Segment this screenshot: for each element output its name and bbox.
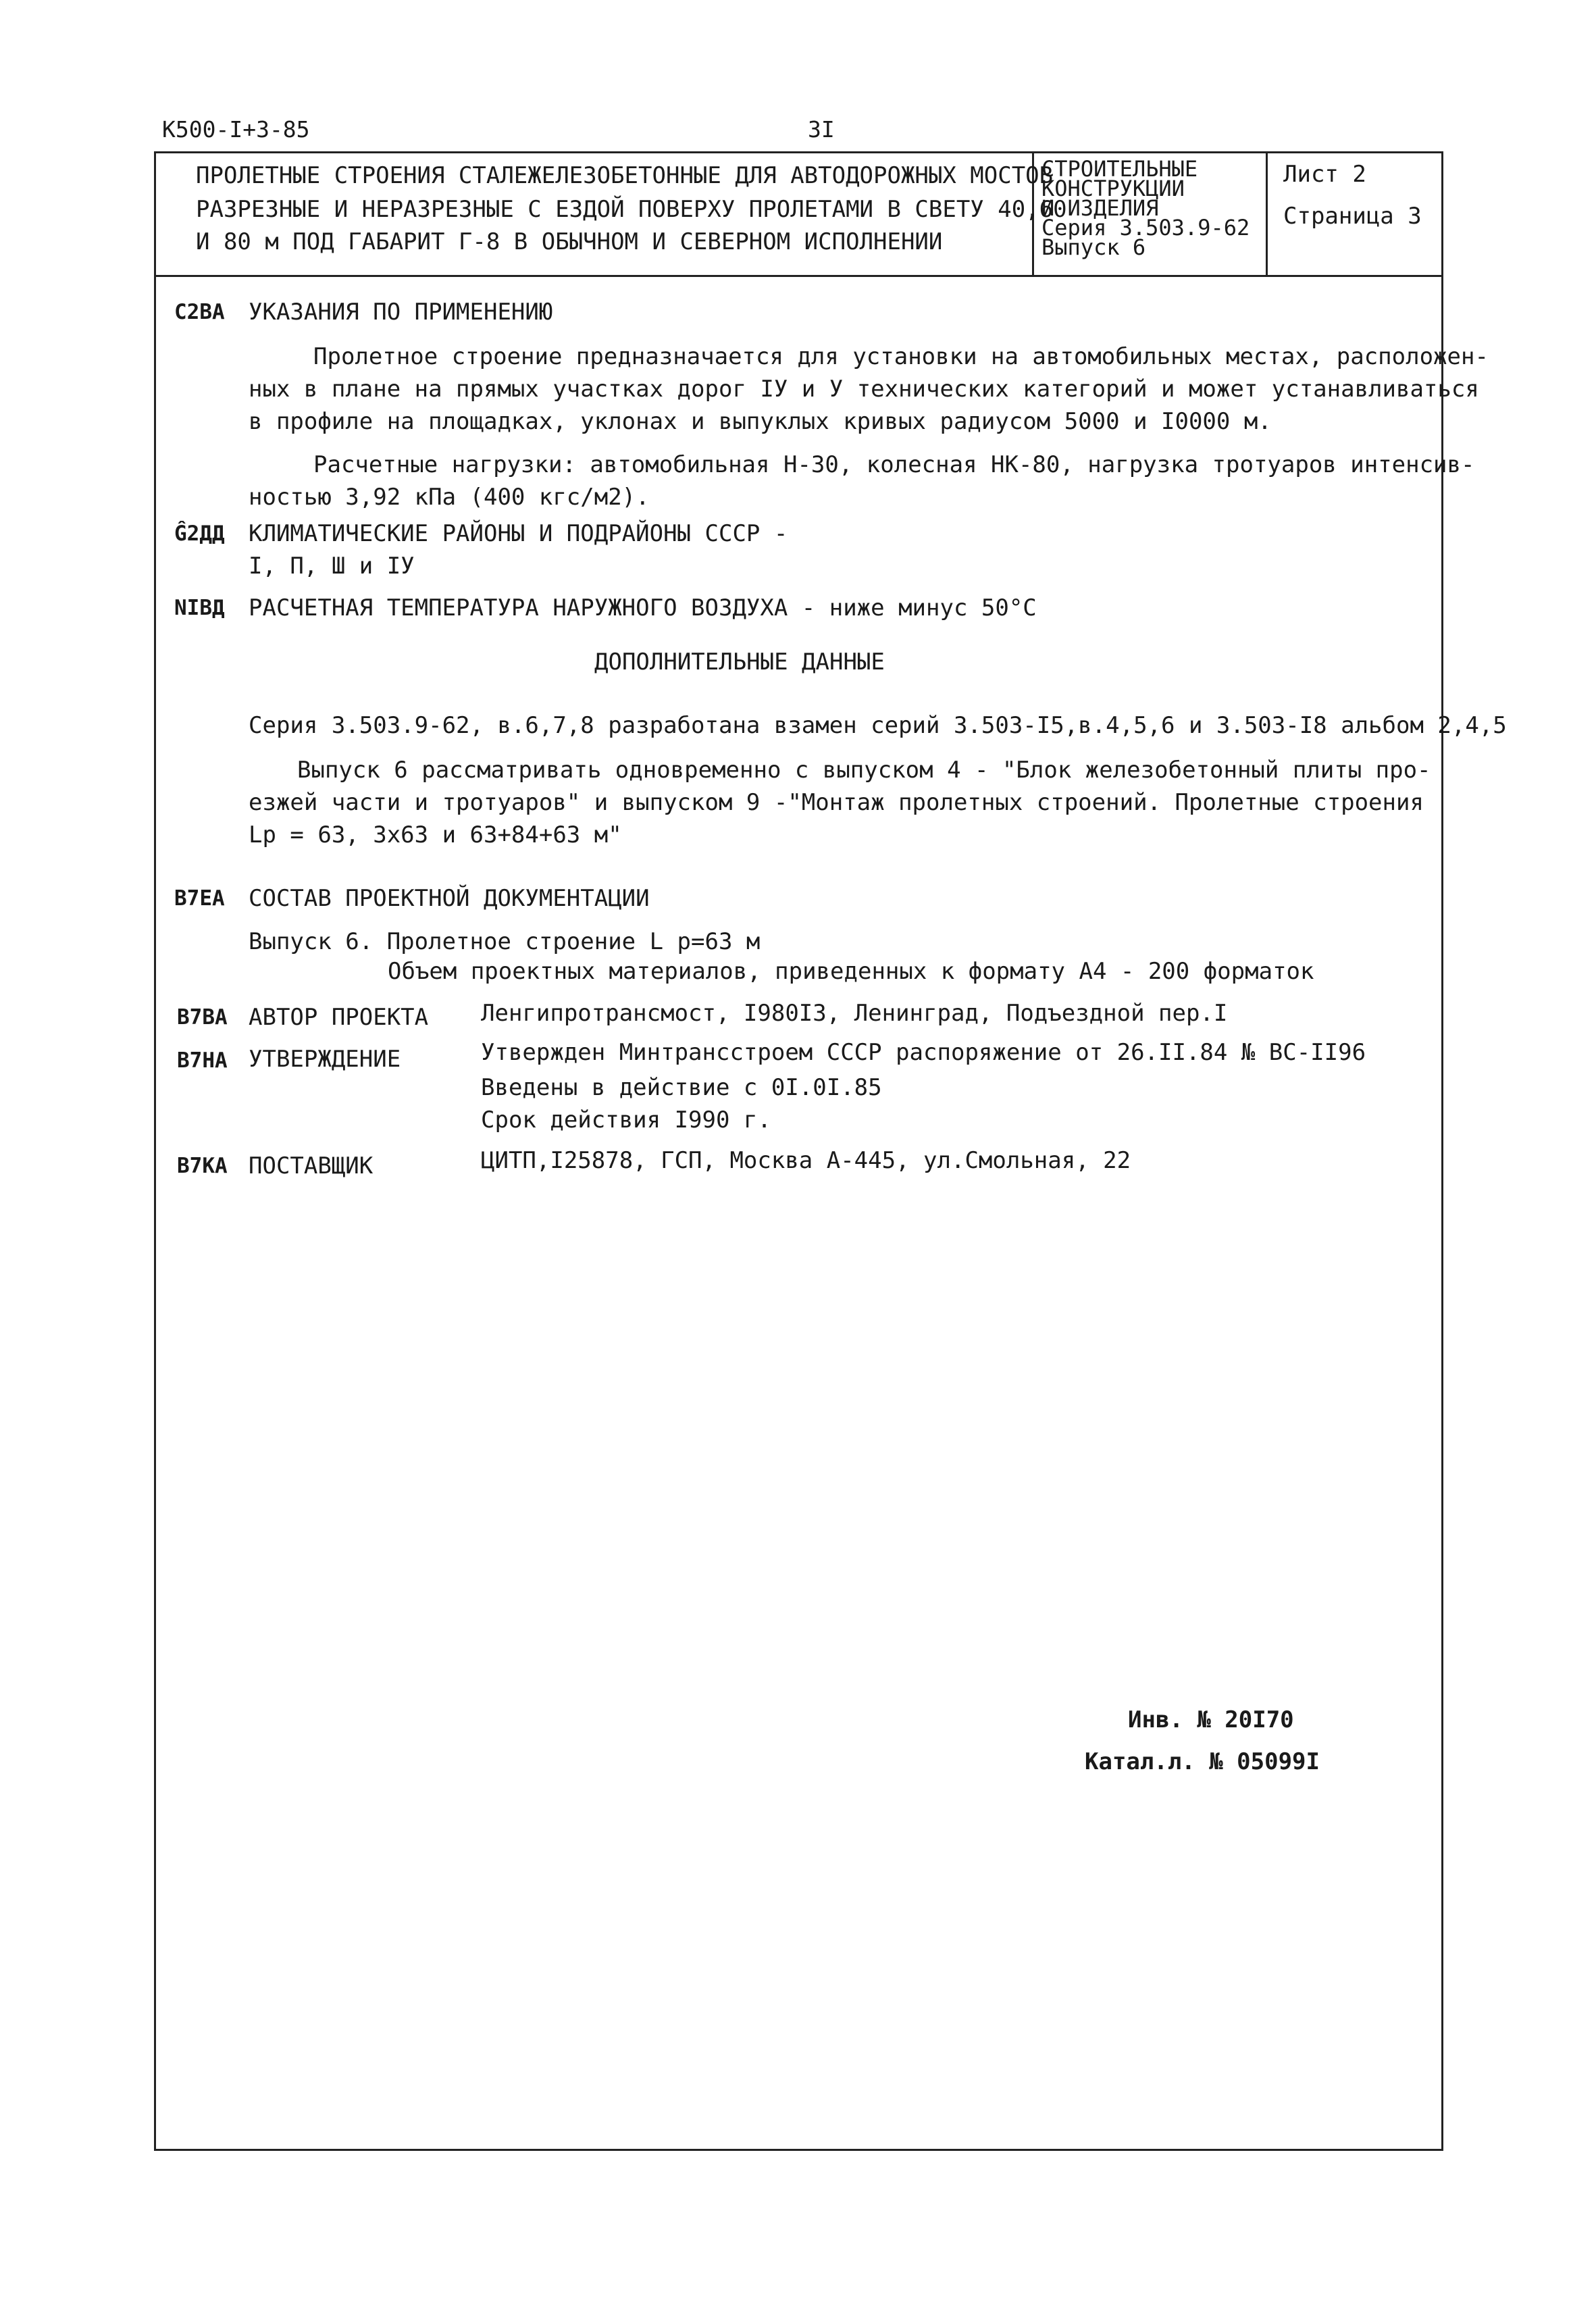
- section-heading: УКАЗАНИЯ ПО ПРИМЕНЕНИЮ: [249, 299, 553, 326]
- section-code: Ĝ2ДД: [174, 522, 225, 546]
- supplier-value: ЦИТП,I25878, ГСП, Москва А-445, ул.Смольная, 22: [481, 1147, 1131, 1174]
- approval-line: Введены в действие с 0I.0I.85: [481, 1074, 882, 1101]
- sheet-number: Лист 2: [1283, 161, 1366, 188]
- catalog-number: Катал.л. № 05099I: [1085, 1748, 1320, 1775]
- page-label: Страница 3: [1283, 203, 1422, 230]
- paragraph-line: в профиле на площадках, уклонах и выпуклых кривых радиусом 5000 и I0000 м.: [249, 408, 1272, 435]
- section-code: В7ЕА: [174, 886, 225, 911]
- page-number: 3I: [808, 116, 835, 143]
- paragraph-line: Серия 3.503.9-62, в.6,7,8 разработана взамен серий 3.503-I5,в.4,5,6 и 3.503-I8 альбом 2,4,5: [249, 712, 1507, 739]
- title-divider-2: [1266, 151, 1268, 277]
- approval-line: Утвержден Минтрансстроем СССР распоряжение от 26.II.84 № ВС-II96: [481, 1039, 1366, 1066]
- section-heading: ДОПОЛНИТЕЛЬНЫЕ ДАННЫЕ: [594, 649, 885, 676]
- title-line-3: И 80 м ПОД ГАБАРИТ Г-8 В ОБЫЧНОМ И СЕВЕРНОМ ИСПОЛНЕНИИ: [196, 228, 943, 255]
- section-code: В7ВА: [177, 1005, 228, 1030]
- field-label: АВТОР ПРОЕКТА: [249, 1004, 429, 1031]
- section-code: В7НА: [177, 1048, 228, 1073]
- paragraph-line: ностью 3,92 кПа (400 кгс/м2).: [249, 484, 650, 511]
- author-value: Ленгипротрансмост, I980I3, Ленинград, Подъездной пер.I: [481, 1000, 1228, 1027]
- category-line: И ИЗДЕЛИЯ: [1041, 195, 1159, 221]
- field-label: ПОСТАВЩИК: [249, 1152, 374, 1179]
- paragraph-line: Выпуск 6 рассматривать одновременно с выпуском 4 - "Блок железобетонный плиты про-: [297, 757, 1431, 784]
- paragraph-line: езжей части и тротуаров" и выпуском 9 -"Монтаж пролетных строений. Пролетные строения: [249, 789, 1424, 816]
- section-heading: КЛИМАТИЧЕСКИЕ РАЙОНЫ И ПОДРАЙОНЫ СССР -: [249, 520, 788, 547]
- inventory-number: Инв. № 20I70: [1128, 1706, 1294, 1733]
- issue-line: Выпуск 6: [1041, 234, 1146, 260]
- paragraph-line: ных в плане на прямых участках дорог IУ и У технических категорий и может устанавливаться: [249, 376, 1479, 403]
- category-block: [1041, 156, 1250, 260]
- composition-volume: Объем проектных материалов, приведенных к формату А4 - 200 форматок: [388, 958, 1314, 985]
- section-heading: СОСТАВ ПРОЕКТНОЙ ДОКУМЕНТАЦИИ: [249, 885, 650, 912]
- category-line: КОНСТРУКЦИИ: [1041, 176, 1185, 201]
- section-code: С2ВА: [174, 300, 225, 324]
- climate-regions: I, П, Ш и IУ: [249, 553, 415, 580]
- paragraph-line: Lр = 63, 3х63 и 63+84+63 м": [249, 821, 622, 848]
- series-line: Серия 3.503.9-62: [1041, 215, 1250, 240]
- document-code: К500-I+3-85: [162, 116, 310, 143]
- field-label: УТВЕРЖДЕНИЕ: [249, 1046, 401, 1073]
- title-line-1: ПРОЛЕТНЫЕ СТРОЕНИЯ СТАЛЕЖЕЛЕЗОБЕТОННЫЕ ДЛЯ АВТОДОРОЖНЫХ МОСТОВ: [196, 162, 1054, 189]
- composition-issue: Выпуск 6. Пролетное строение L р=63 м: [249, 928, 761, 955]
- section-code: NIВД: [174, 596, 225, 620]
- paragraph-line: Пролетное строение предназначается для установки на автомобильных местах, расположен-: [313, 343, 1489, 370]
- approval-line: Срок действия I990 г.: [481, 1107, 771, 1134]
- section-heading: РАСЧЕТНАЯ ТЕМПЕРАТУРА НАРУЖНОГО ВОЗДУХА - ниже минус 50°С: [249, 594, 1037, 621]
- category-line: СТРОИТЕЛЬНЫЕ: [1041, 156, 1198, 182]
- title-line-2: РАЗРЕЗНЫЕ И НЕРАЗРЕЗНЫЕ С ЕЗДОЙ ПОВЕРХУ ПРОЛЕТАМИ В СВЕТУ 40,60: [196, 196, 1067, 223]
- section-code: В7КА: [177, 1154, 228, 1178]
- paragraph-line: Расчетные нагрузки: автомобильная Н-30, колесная НК-80, нагрузка тротуаров интенсив-: [313, 451, 1475, 478]
